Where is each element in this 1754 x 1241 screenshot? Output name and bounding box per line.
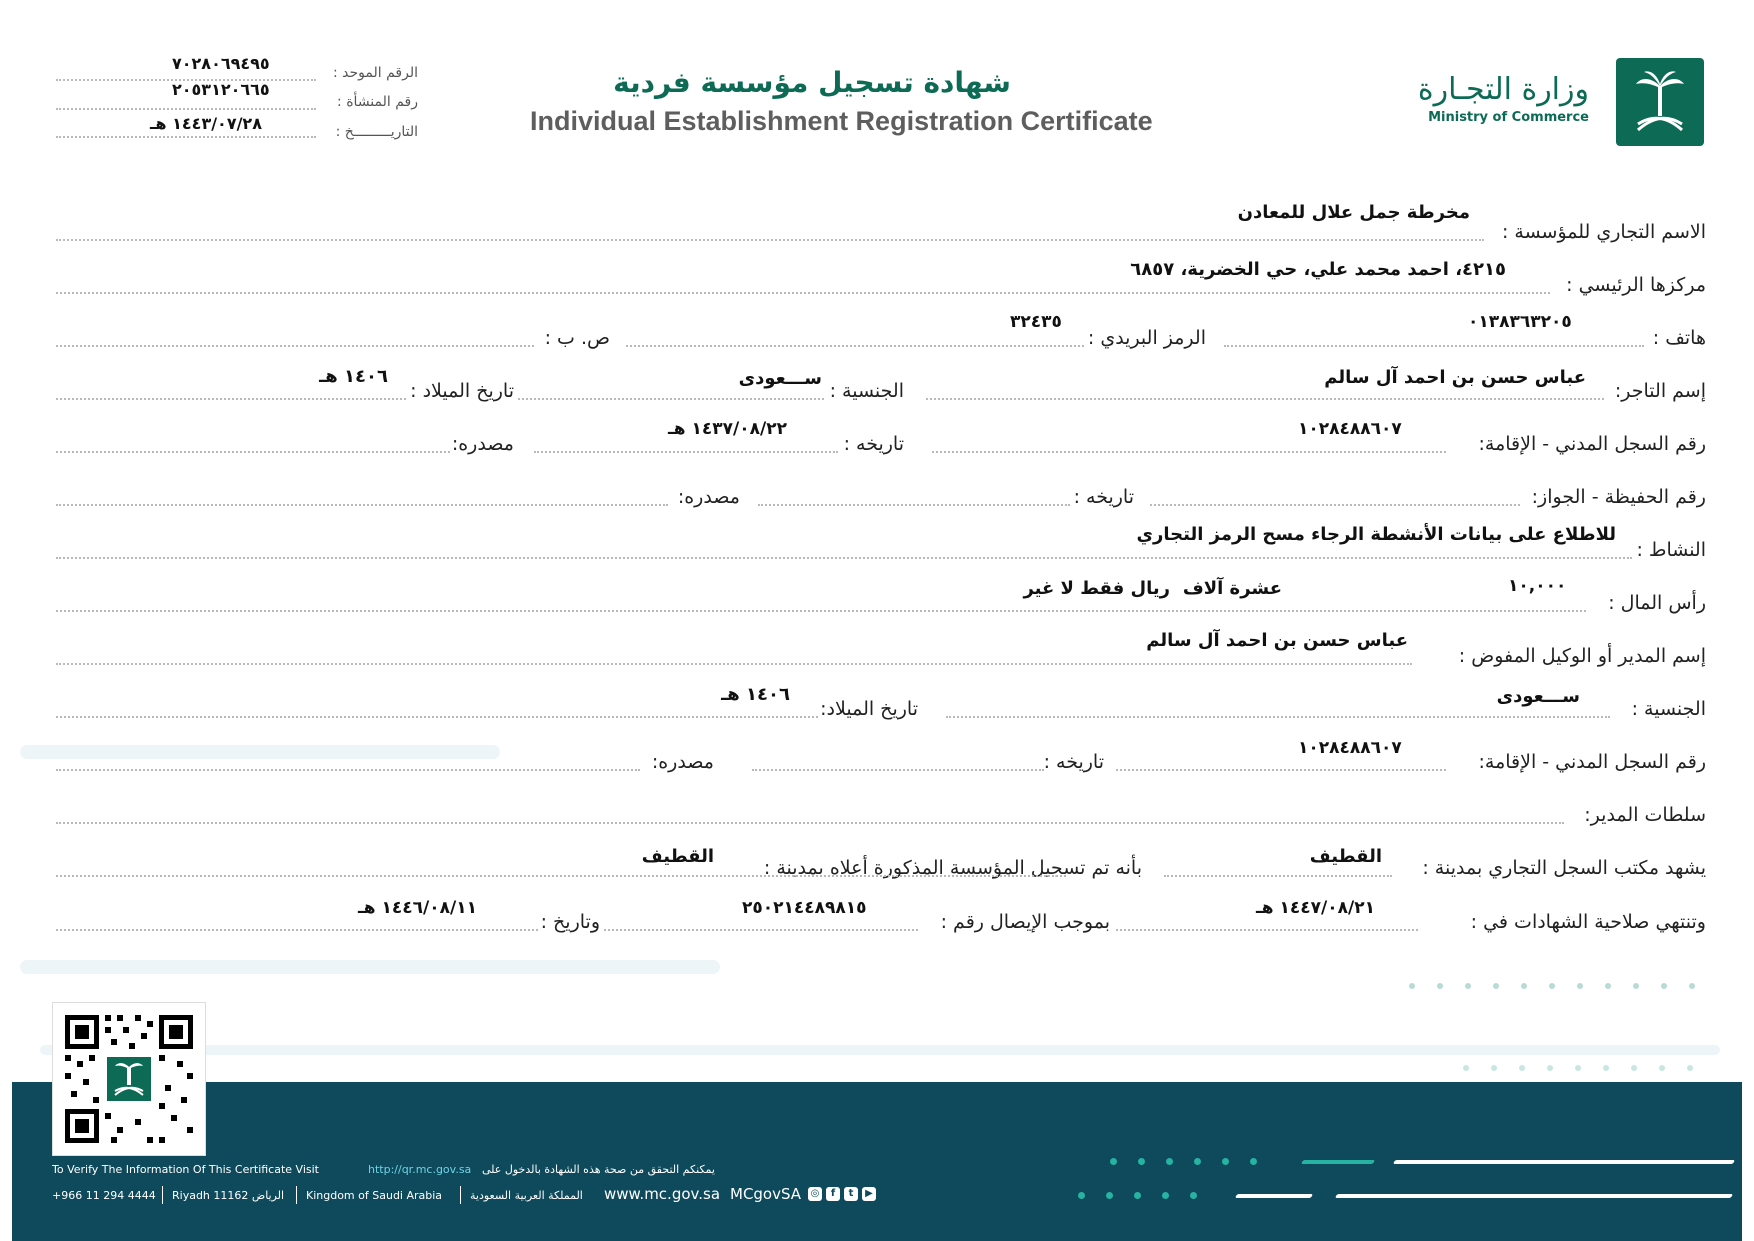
manager-name-label: إسم المدير أو الوكيل المفوض :: [1458, 645, 1706, 667]
footer-dot: [1194, 1158, 1201, 1165]
dotted-line: [56, 610, 1586, 612]
passport-label: رقم الحفيظة - الجواز:: [1531, 486, 1706, 508]
phone-value: ٠١٣٨٣٦٣٢٠٥: [1468, 312, 1572, 332]
po-box-label: ص. ب :: [544, 327, 610, 349]
twitter-icon[interactable]: t: [844, 1187, 858, 1201]
ministry-name-en: Ministry of Commerce: [1428, 110, 1589, 125]
dotted-line: [1150, 504, 1520, 506]
footer-accent-line: [1393, 1160, 1735, 1164]
dotted-line: [626, 345, 1084, 347]
footer-dot: [1110, 1158, 1117, 1165]
footer-social-handle: MCgovSA: [730, 1185, 802, 1203]
footer-website-link[interactable]: www.mc.gov.sa: [604, 1185, 721, 1203]
palm-swords-icon: [1616, 58, 1704, 146]
footer-dot: [1106, 1192, 1113, 1199]
instagram-icon[interactable]: ◎: [808, 1187, 822, 1201]
manager-source-label: مصدره:: [651, 751, 714, 773]
dotted-line: [926, 398, 1604, 400]
capital-value: ١٠,٠٠٠: [1508, 576, 1567, 596]
dotted-line: [56, 663, 1412, 665]
footer-separator: [460, 1186, 461, 1204]
dotted-line: [56, 136, 316, 138]
passport-date-label: تاريخه :: [1073, 486, 1134, 508]
manager-civil-date-label: تاريخه :: [1043, 751, 1104, 773]
footer-dot: [1078, 1192, 1085, 1199]
dotted-line: [56, 504, 668, 506]
merchant-birth-label: تاريخ الميلاد :: [410, 380, 514, 402]
manager-nationality-label: الجنسية :: [1631, 698, 1706, 720]
manager-civil-value: ١٠٢٨٤٨٨٦٠٧: [1298, 738, 1402, 758]
bg-stripe: [40, 1045, 1720, 1055]
dotted-line: [518, 398, 824, 400]
footer-accent-line: [1235, 1194, 1313, 1198]
ministry-emblem: [1616, 58, 1704, 146]
dotted-line: [1116, 769, 1446, 771]
footer-dot: [1166, 1158, 1173, 1165]
capital-currency: ريال فقط لا غير: [1023, 578, 1170, 599]
receipt-number-value: ٢٥٠٢١٤٤٨٩٨١٥: [742, 898, 867, 918]
facility-number-label: رقم المنشأة :: [337, 94, 418, 110]
qr-code-icon: [53, 1003, 205, 1155]
manager-nationality-value: ســـعودى: [1496, 686, 1580, 707]
passport-source-label: مصدره:: [677, 486, 740, 508]
ministry-name-ar: وزارة التجـارة: [1417, 72, 1589, 107]
verify-text-en: To Verify The Information Of This Certificate Visit: [52, 1163, 319, 1176]
trade-name-value: مخرطة جمل علال للمعادن: [1237, 202, 1470, 223]
footer-country: Kingdom of Saudi Arabia: [306, 1189, 443, 1202]
civil-record-value: ١٠٢٨٤٨٨٦٠٧: [1298, 419, 1402, 439]
footer-dot: [1138, 1158, 1145, 1165]
footer-dot: [1222, 1158, 1229, 1165]
issue-date-label: التاريـــــــــخ :: [335, 124, 418, 140]
manager-name-value: عباس حسن بن احمد آل سالم: [1146, 630, 1408, 651]
merchant-birth-value: ١٤٠٦ هـ: [319, 366, 388, 387]
merchant-nationality-value: ســـعودى: [738, 368, 822, 389]
merchant-nationality-label: الجنسية :: [829, 380, 904, 402]
receipt-date-value: ١٤٤٦/٠٨/١١ هـ: [358, 898, 477, 918]
verify-url-link[interactable]: http://qr.mc.gov.sa: [368, 1163, 472, 1176]
dotted-line: [534, 451, 838, 453]
manager-birth-label: تاريخ الميلاد:: [820, 698, 918, 720]
dotted-line: [758, 504, 1070, 506]
civil-record-source-label: مصدره:: [451, 433, 514, 455]
expiry-value: ١٤٤٧/٠٨/٢١ هـ: [1256, 898, 1375, 918]
facebook-icon[interactable]: f: [826, 1187, 840, 1201]
footer-country-ar: المملكة العربية السعودية: [470, 1189, 583, 1202]
registered-city-value: القطيف: [641, 846, 714, 867]
merchant-name-label: إسم التاجر:: [1614, 380, 1706, 402]
trade-name-label: الاسم التجاري للمؤسسة :: [1501, 221, 1706, 243]
capital-words: عشرة آلاف: [1182, 578, 1282, 599]
dotted-line: [56, 822, 1564, 824]
bg-stripe: [20, 745, 500, 759]
dotted-line: [56, 345, 534, 347]
manager-birth-value: ١٤٠٦ هـ: [721, 684, 790, 705]
facility-number-value: ٢٠٥٣١٢٠٦٦٥: [172, 80, 270, 99]
unified-number-value: ٧٠٢٨٠٦٩٤٩٥: [172, 54, 270, 73]
civil-record-date-label: تاريخه :: [843, 433, 904, 455]
dotted-line: [56, 769, 640, 771]
certificate-title-ar: شهادة تسجيل مؤسسة فردية: [613, 66, 1011, 99]
footer-accent-line: [1301, 1160, 1375, 1164]
manager-authority-label: سلطات المدير:: [1584, 804, 1706, 826]
postal-code-value: ٣٢٤٣٥: [1010, 312, 1062, 332]
footer-city: Riyadh 11162 الرياض: [172, 1189, 285, 1202]
civil-record-label: رقم السجل المدني - الإقامة:: [1478, 433, 1706, 455]
footer-dot: [1162, 1192, 1169, 1199]
registry-office-city: القطيف: [1309, 846, 1382, 867]
dotted-line: [56, 875, 1066, 877]
footer-dot: [1134, 1192, 1141, 1199]
receipt-number-label: بموجب الإيصال رقم :: [940, 911, 1110, 933]
verification-qr-code[interactable]: [52, 1002, 206, 1156]
capital-label: رأس المال :: [1608, 592, 1706, 614]
dotted-line: [56, 716, 818, 718]
dotted-line: [604, 929, 918, 931]
expiry-label: وتنتهي صلاحية الشهادات في :: [1470, 911, 1706, 933]
footer-phone: +966 11 294 4444: [52, 1189, 156, 1202]
dotted-line: [56, 929, 538, 931]
activity-value: للاطلاع على بيانات الأنشطة الرجاء مسح الرمز التجاري: [1136, 524, 1616, 545]
bg-stripe: [20, 960, 720, 974]
youtube-icon[interactable]: ▶: [862, 1187, 876, 1201]
receipt-date-label: وتاريخ :: [540, 911, 600, 933]
dotted-line: [56, 292, 1550, 294]
dotted-line: [56, 557, 1632, 559]
registry-office-label: يشهد مكتب السجل التجاري بمدينة :: [1422, 857, 1706, 879]
dotted-line: [1164, 875, 1392, 877]
dotted-line: [56, 108, 316, 110]
unified-number-label: الرقم الموحد :: [333, 65, 418, 81]
verify-text-ar: يمكنكم التحقق من صحة هذه الشهادة بالدخول على: [482, 1163, 715, 1176]
certificate-title-en: Individual Establishment Registration Certificate: [530, 106, 1153, 136]
dotted-line: [932, 451, 1446, 453]
dotted-line: [1116, 929, 1418, 931]
issue-date-value: ١٤٤٣/٠٧/٢٨ هـ: [150, 114, 262, 133]
footer-dot: [1190, 1192, 1197, 1199]
footer-accent-line: [1335, 1194, 1733, 1198]
civil-record-date-value: ١٤٣٧/٠٨/٢٢ هـ: [668, 419, 787, 439]
dotted-line: [56, 451, 450, 453]
dotted-line: [946, 716, 1610, 718]
merchant-name-value: عباس حسن بن احمد آل سالم: [1324, 367, 1586, 388]
phone-label: هاتف :: [1652, 327, 1706, 349]
activity-label: النشاط :: [1636, 539, 1706, 561]
footer-separator: [296, 1186, 297, 1204]
dotted-line: [56, 398, 406, 400]
footer-dot: [1250, 1158, 1257, 1165]
postal-code-label: الرمز البريدي :: [1087, 327, 1206, 349]
footer-separator: [162, 1186, 163, 1204]
dotted-line: [1224, 345, 1644, 347]
headquarters-value: ٤٢١٥، احمد محمد علي، حي الخضرية، ٦٨٥٧: [1130, 259, 1506, 280]
manager-civil-label: رقم السجل المدني - الإقامة:: [1478, 751, 1706, 773]
dotted-line: [752, 769, 1044, 771]
decoration-dots: [1460, 1058, 1710, 1068]
headquarters-label: مركزها الرئيسي :: [1566, 274, 1706, 296]
registered-city-label: بأنه تم تسجيل المؤسسة المذكورة أعلاه بمدينة :: [763, 857, 1142, 879]
decoration-dots: [1406, 976, 1706, 986]
dotted-line: [56, 239, 1484, 241]
